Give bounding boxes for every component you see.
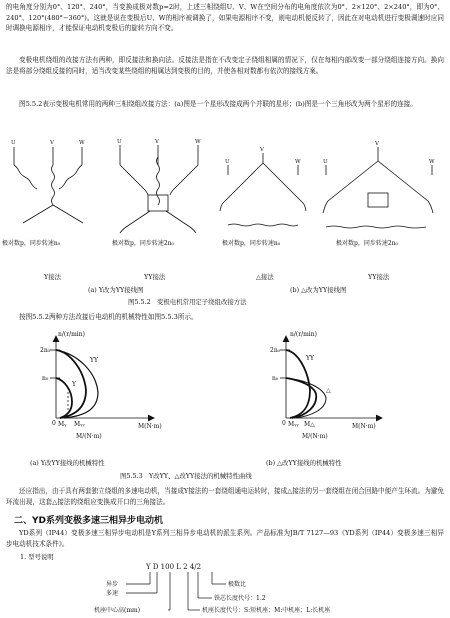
figure-intro-paragraph: 图5.5.2表示变极电机常用的两种三相绕组改接方法：(a)图是一个星形改接成两个并联的星形；(b)图是一个三角形改为两个星形的连接。 xyxy=(19,100,417,108)
model-designation-diagram xyxy=(0,560,450,618)
svg-text:U: U xyxy=(117,139,122,145)
method-paragraph: 变极电机绕组的改接方法有两种，即反接法和换向法。反接法是指在不改变定子绕组相属的情况下，仅在每相内部改变一部分绕组连接方向。换向法是将部分绕组反接的同时，适当改变某些绕组的相属达到变极的目的，并使各相对数都有依次的接线方案。 xyxy=(6,56,444,75)
left-xlabel2: M/(N·m) xyxy=(76,433,102,440)
diagram-delta-connection xyxy=(220,153,306,226)
characteristic-curves xyxy=(0,330,450,465)
right-xtick-myy: Mᵧᵧ xyxy=(288,421,299,428)
intro-paragraph: 的电角度分别为0°、120°、240°，当变换成极对数p=2时，上述三相绕组U、V、W在空间分布的电角度依次为0°、2×120°、2×240°，即为0°、240°、120°(480°−360°)。这就是说在变极后U、W的相序被调换了，如果电源相序不变，则电动机便反转了，因此在对电动机进行变极调速时应同时调换电源相序，才能保证电动机变极后的旋转方向不变。 xyxy=(6,3,444,32)
model-label-series: 异步 xyxy=(106,581,119,588)
chart-y-to-yy xyxy=(50,336,154,421)
svg-text:V: V xyxy=(50,140,54,146)
right-ylabel: n/(r/min) xyxy=(290,331,317,338)
svg-text:W: W xyxy=(79,140,85,146)
svg-text:W: W xyxy=(429,159,435,165)
left-xtick-my: Mᵧ xyxy=(58,421,67,428)
model-label-core-length: 铁芯长度代号：1.2 xyxy=(214,595,266,602)
section-heading: 二、YD系列变极多速三相异步电动机 xyxy=(14,516,163,526)
svg-text:V: V xyxy=(155,139,159,145)
left-ytick-2n0: 2n₀ xyxy=(40,347,51,354)
diagram-yy-connection-a xyxy=(120,145,198,233)
left-curve-y: Y xyxy=(72,381,76,388)
left-ytick-n0: n₀ xyxy=(42,375,49,382)
yd-series-paragraph: YD系列（IP44）变极多速三相异步电动机是Y系列三相异步电动机的派生系列。产品标准为JB/T 7127—93《YD系列（IP44）变极多速三相异步电动机技术条件》。 xyxy=(6,529,444,548)
right-xtick-mdelta: M△ xyxy=(304,421,315,428)
circulating-current-paragraph: 还应指出，由于具有两套独立绕组的多速电动机，当接成Y接法的一套绕组通电运转时，接成△接法的另一套绕组在闭合回路中便产生环流。为避免环流出现，这套△接法的绕组应变换成开口的三角接法。 xyxy=(6,487,444,506)
model-heading: 1. 型号说明 xyxy=(20,553,54,561)
svg-text:V: V xyxy=(375,141,379,147)
svg-text:U: U xyxy=(225,159,230,165)
label-delta-connection: △接法 xyxy=(256,273,274,281)
diagram-a-left-caption: 极对数p，同步转速n₀ xyxy=(2,240,61,247)
svg-text:U: U xyxy=(11,140,16,146)
left-curve-yy: YY xyxy=(90,357,98,364)
right-ytick-2n0: 2n₀ xyxy=(270,347,281,354)
diagram-b-right-caption: 极对数p，同步转速2n₀ xyxy=(336,240,398,247)
left-xlabel: M(N·m) xyxy=(138,423,162,430)
label-y-connection: Y接法 xyxy=(44,273,61,281)
svg-text:V: V xyxy=(260,147,264,153)
characteristics-paragraph: 按图5.5.2两种方法改接后电动机的机械特性如图5.5.3所示。 xyxy=(19,313,198,321)
right-xlabel: M(N·m) xyxy=(352,423,376,430)
right-curve-delta: △ xyxy=(326,387,331,394)
diagram-yy-connection-b xyxy=(323,147,433,228)
right-ytick-n0: n₀ xyxy=(272,375,279,382)
svg-text:W: W xyxy=(295,159,301,165)
figure-5-5-2-caption: 图5.5.2 变极电机常用定子绕组改接方法 xyxy=(128,298,247,306)
diagram-y-connection xyxy=(14,147,83,223)
svg-text:U: U xyxy=(323,159,328,165)
model-label-center-height: 机座中心高(mm) xyxy=(94,607,141,614)
chart-delta-to-yy xyxy=(280,336,382,421)
right-xlabel2: M/(N·m) xyxy=(302,433,328,440)
right-curve-yy: YY xyxy=(306,355,314,362)
label-yy-connection-b: YY接法 xyxy=(368,273,390,281)
winding-diagrams xyxy=(0,135,450,265)
model-label-frame-length: 机座长度代号：S:短机座；M:中机座；L:长机座 xyxy=(202,607,331,614)
label-yy-connection-a: YY接法 xyxy=(144,273,166,281)
fig553-sub-a: (a) Y改YY接线的机械特性 xyxy=(30,459,105,467)
svg-text:W: W xyxy=(195,139,201,145)
right-zero: 0 xyxy=(282,420,286,427)
diagram-a-right-caption: 极对数p，同步转速2n₀ xyxy=(112,240,174,247)
left-zero: 0 xyxy=(52,420,56,427)
fig553-sub-b: (b) △改YY接线的机械特性 xyxy=(266,459,342,467)
left-xtick-myy: Mᵧᵧ xyxy=(74,421,85,428)
model-label-multispeed: 多速 xyxy=(106,590,119,597)
left-ylabel: n/(r/min) xyxy=(58,331,85,338)
subcaption-a: (a) Y改为YY接线图 xyxy=(88,286,144,294)
model-code: Y D 100 L 2 4/2 xyxy=(146,563,202,571)
model-label-poles: 极数比 xyxy=(228,581,247,588)
subcaption-b: (b) △改为YY接线图 xyxy=(290,286,347,294)
figure-5-5-3-caption: 图5.5.3 Y改YY、△改YY接法的机械特性曲线 xyxy=(120,472,252,480)
diagram-b-left-caption: 极对数p，同步转速n₀ xyxy=(222,240,281,247)
